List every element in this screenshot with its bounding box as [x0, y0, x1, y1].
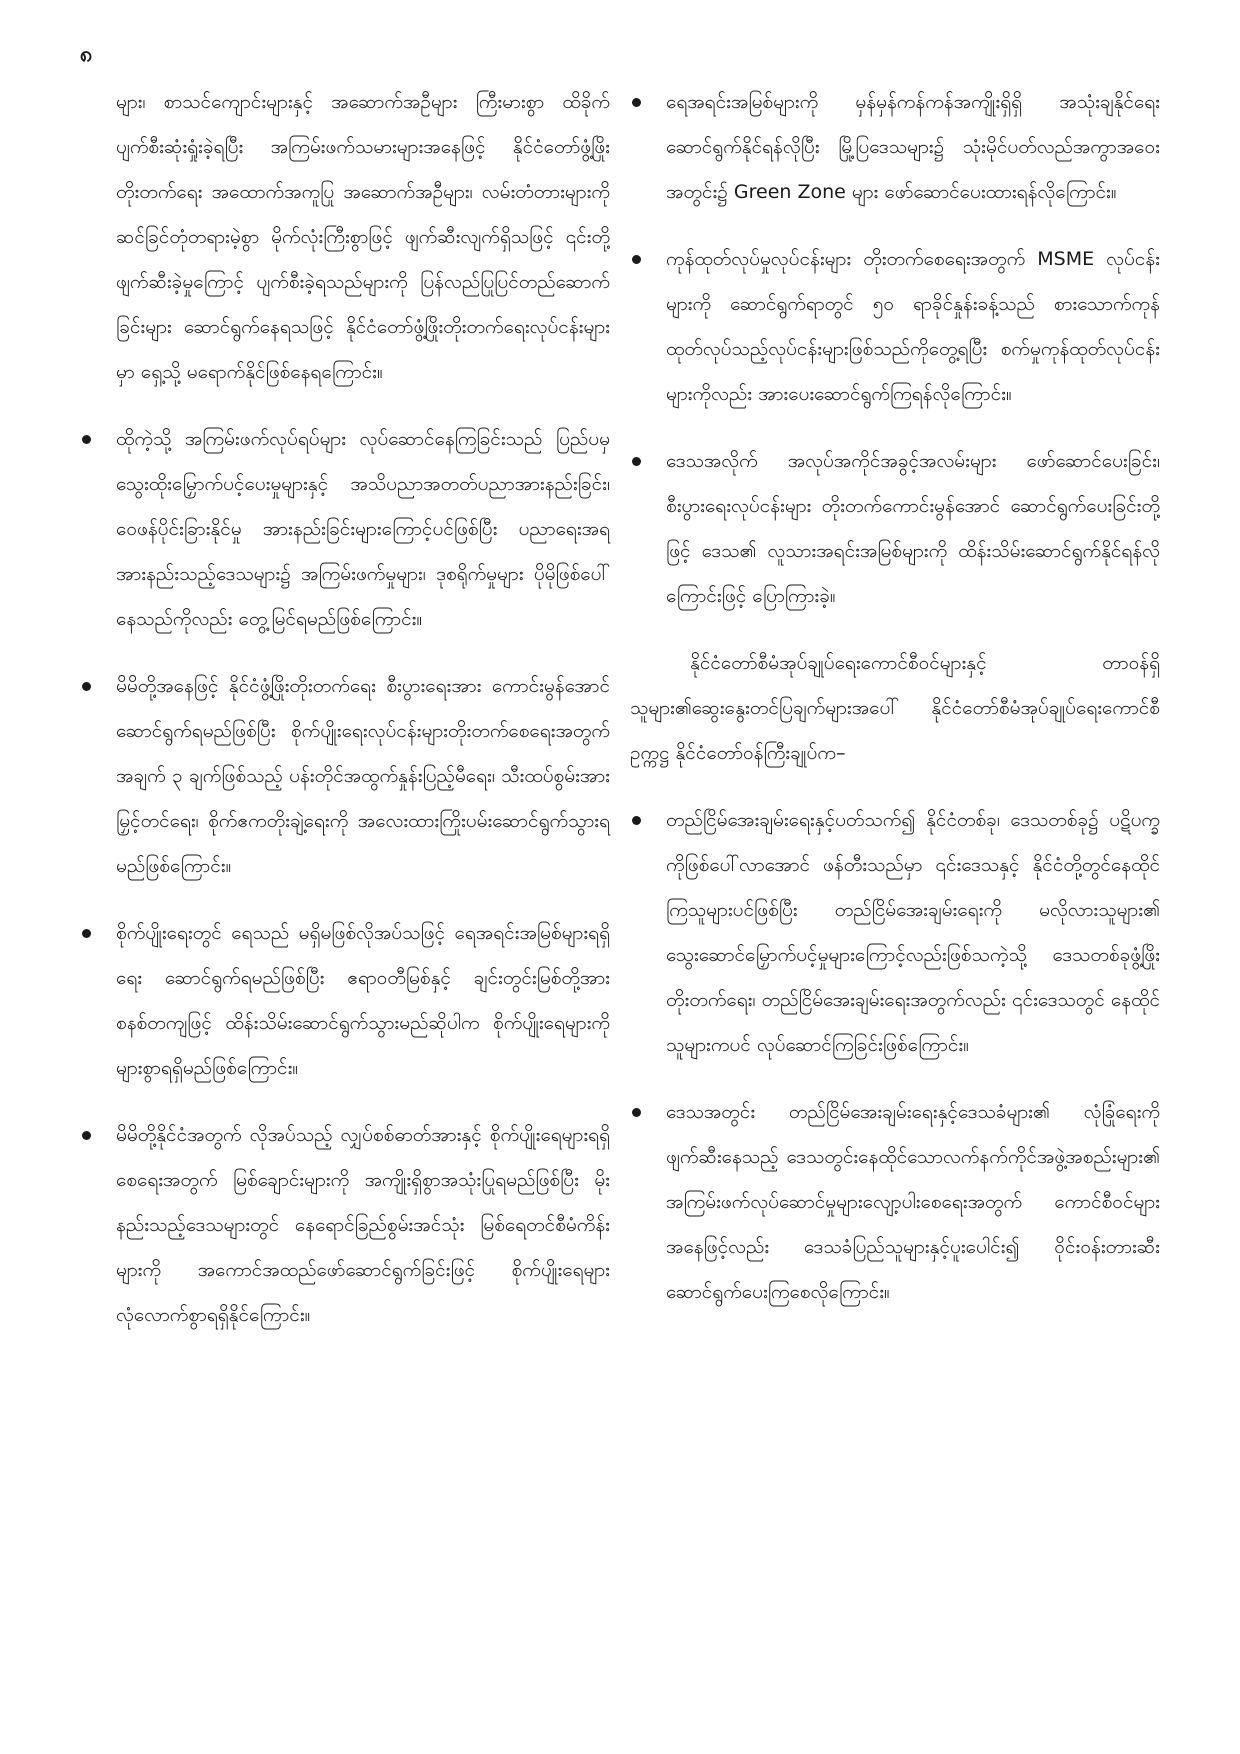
bullet-icon [632, 1108, 641, 1117]
list-item-text: ရေအရင်းအမြစ်များကို မှန်မှန်ကန်ကန်အကျိုးရှိရှိ အသုံးချနိုင်ရေး ဆောင်ရွက်နိုင်ရန်လိုပြီး မြို့ပြဒေသများ၌ သုံးမိုင်ပတ်လည်အကွာအဝေးအတွင်း၌ Green Zone များ ဖော်ဆောင်ပေးထားရန်လိုကြောင်း။ [666, 91, 1160, 203]
list-item-text: ဒေသအလိုက် အလုပ်အကိုင်အခွင့်အလမ်းများ ဖော်ဆောင်ပေးခြင်း၊ စီးပွားရေးလုပ်ငန်းများ တိုးတက်ကောင်းမွန်အောင် ဆောင်ရွက်ပေးခြင်းတို့ဖြင့် ဒေသ၏ လူသားအရင်းအမြစ်များကို ထိန်းသိမ်းဆောင်ရွက်နိုင်ရန်လိုကြောင်းဖြင့် ပြောကြားခဲ့။ [666, 450, 1160, 607]
bullet-icon [632, 457, 641, 466]
right-column [630, 80, 1160, 1337]
list-item-text: မိမိတို့နိုင်ငံအတွက် လိုအပ်သည့် လျှပ်စစ်ဓာတ်အားနှင့် စိုက်ပျိုးရေများရရှိစေရေးအတွက် မြစ်ချောင်းများကို အကျိုးရှိစွာအသုံးပြုရမည်ဖြစ်ပြီး မိုးနည်းသည့်ဒေသများတွင် နေရောင်ခြည်စွမ်းအင်သုံး မြစ်ရေတင်စီမံကိန်းများကို အကောင်အထည်ဖော်ဆောင်ရွက်ခြင်းဖြင့် စိုက်ပျိုးရေများ လုံလောက်စွာရရှိနိုင်ကြောင်း။ [116, 1124, 610, 1326]
body-paragraph: နိုင်ငံတော်စီမံအုပ်ချုပ်ရေးကောင်စီဝင်များနှင့် တာဝန်ရှိသူများ၏ဆွေးနွေးတင်ပြချက်များအပေါ် နိုင်ငံတော်စီမံအုပ်ချုပ်ရေးကောင်စီဥက္ကဋ္ဌ နိုင်ငံတော်ဝန်ကြီးချုပ်က– [630, 652, 1160, 764]
list-item [630, 439, 1160, 619]
bullet-icon [82, 682, 91, 691]
list-item [80, 664, 610, 889]
list-item [630, 237, 1160, 417]
list-item-text: စိုက်ပျိုးရေးတွင် ရေသည် မရှိမဖြစ်လိုအပ်သဖြင့် ရေအရင်းအမြစ်များရရှိရေး ဆောင်ရွက်ရမည်ဖြစ်ပြီး ဧရာဝတီမြစ်နှင့် ချင်းတွင်းမြစ်တို့အား စနစ်တကျဖြင့် ထိန်းသိမ်းဆောင်ရွက်သွားမည်ဆိုပါက စိုက်ပျိုးရေများကို များစွာရရှိမည်ဖြစ်ကြောင်း။ [116, 922, 610, 1079]
left-column [80, 80, 610, 1360]
bullet-icon [632, 816, 641, 825]
list-item-text: တည်ငြိမ်အေးချမ်းရေးနှင့်ပတ်သက်၍ နိုင်ငံတစ်ခု၊ ဒေသတစ်ခု၌ ပဋိပက္ခကိုဖြစ်ပေါ်လာအောင် ဖန်တီးသည်မှာ ၎င်းဒေသနှင့် နိုင်ငံတို့တွင်နေထိုင်ကြသူများပင်ဖြစ်ပြီး တည်ငြိမ်အေးချမ်းရေးကို မလိုလားသူများ၏ သွေးဆောင်မြှောက်ပင့်မှုများကြောင့်လည်းဖြစ်သကဲ့သို့ ဒေသတစ်ခုဖွံ့ဖြိုးတိုးတက်ရေး၊ တည်ငြိမ်အေးချမ်းရေးအတွက်လည်း ၎င်းဒေသတွင် နေထိုင်သူများကပင် လုပ်ဆောင်ကြခြင်းဖြစ်ကြောင်း။ [666, 809, 1160, 1056]
list-item [630, 798, 1160, 1068]
bullet-icon [632, 255, 641, 264]
list-item [80, 911, 610, 1091]
list-item [630, 80, 1160, 215]
list-item-text: ထိုကဲ့သို့ အကြမ်းဖက်လုပ်ရပ်များ လုပ်ဆောင်နေကြခြင်းသည် ပြည်ပမှ သွေးထိုးမြှောက်ပင့်ပေးမှုများနှင့် အသိပညာအတတ်ပညာအားနည်းခြင်း၊ ဝေဖန်ပိုင်းခြားနိုင်မှု အားနည်းခြင်းများကြောင့်ပင်ဖြစ်ပြီး ပညာရေးအရ အားနည်းသည့်ဒေသများ၌ အကြမ်းဖက်မှုများ၊ ဒုစရိုက်မှုများ ပိုမိုဖြစ်ပေါ်နေသည်ကိုလည်း တွေ့မြင်ရမည်ဖြစ်ကြောင်း။ [116, 428, 610, 630]
bullet-icon [82, 435, 91, 444]
list-item [630, 1090, 1160, 1315]
bullet-icon [82, 1131, 91, 1140]
list-item [80, 417, 610, 642]
bullet-icon [632, 98, 641, 107]
list-item-text: မိမိတို့အနေဖြင့် နိုင်ငံဖွံ့ဖြိုးတိုးတက်ရေး စီးပွားရေးအား ကောင်းမွန်အောင် ဆောင်ရွက်ရမည်ဖြစ်ပြီး စိုက်ပျိုးရေးလုပ်ငန်းများတိုးတက်စေရေးအတွက် အချက် ၃ ချက်ဖြစ်သည့် ပန်းတိုင်အထွက်နှုန်းပြည့်မီရေး၊ သီးထပ်စွမ်းအားမြှင့်တင်ရေး၊ စိုက်ဧကတိုးချဲ့ရေးကို အလေးထားကြိုးပမ်းဆောင်ရွက်သွားရမည်ဖြစ်ကြောင်း။ [116, 675, 610, 877]
list-item [80, 1113, 610, 1338]
bullet-icon [82, 929, 91, 938]
page-number: ၈ [80, 42, 93, 67]
continuation-paragraph: များ၊ စာသင်ကျောင်းများနှင့် အဆောက်အဦများ ကြီးမားစွာ ထိခိုက်ပျက်စီးဆုံးရှုံးခဲ့ရပြီး အကြမ်းဖက်သမားများအနေဖြင့် နိုင်ငံတော်ဖွံ့ဖြိုးတိုးတက်ရေး အထောက်အကူပြု အဆောက်အဦများ၊ လမ်းတံတားများကို ဆင်ခြင်တုံတရားမဲ့စွာ မိုက်လုံးကြီးစွာဖြင့် ဖျက်ဆီးလျက်ရှိသဖြင့် ၎င်းတို့ဖျက်ဆီးခဲ့မှုကြောင့် ပျက်စီးခဲ့ရသည်များကို ပြန်လည်ပြုပြင်တည်ဆောက်ခြင်းများ ဆောင်ရွက်နေရသဖြင့် နိုင်ငံတော်ဖွံ့ဖြိုးတိုးတက်ရေးလုပ်ငန်းများမှာ ရှေ့သို့ မရောက်နိုင်ဖြစ်နေရကြောင်း။ [116, 91, 610, 383]
list-item-text: ဒေသအတွင်း တည်ငြိမ်အေးချမ်းရေးနှင့်ဒေသခံများ၏ လုံခြုံရေးကိုဖျက်ဆီးနေသည့် ဒေသတွင်းနေထိုင်သောလက်နက်ကိုင်အဖွဲ့အစည်းများ၏ အကြမ်းဖက်လုပ်ဆောင်မှုများလျော့ပါးစေရေးအတွက် ကောင်စီဝင်များအနေဖြင့်လည်း ဒေသခံပြည်သူများနှင့်ပူးပေါင်း၍ ဝိုင်းဝန်းတားဆီးဆောင်ရွက်ပေးကြစေလိုကြောင်း။ [666, 1101, 1160, 1303]
list-item-text: ကုန်ထုတ်လုပ်မှုလုပ်ငန်းများ တိုးတက်စေရေးအတွက် MSME လုပ်ငန်းများကို ဆောင်ရွက်ရာတွင် ၅၀ ရာခိုင်နှုန်းခန့်သည် စားသောက်ကုန်ထုတ်လုပ်သည့်လုပ်ငန်းများဖြစ်သည်ကိုတွေ့ရပြီး စက်မှုကုန်ထုတ်လုပ်ငန်းများကိုလည်း အားပေးဆောင်ရွက်ကြရန်လိုကြောင်း။ [666, 248, 1160, 405]
